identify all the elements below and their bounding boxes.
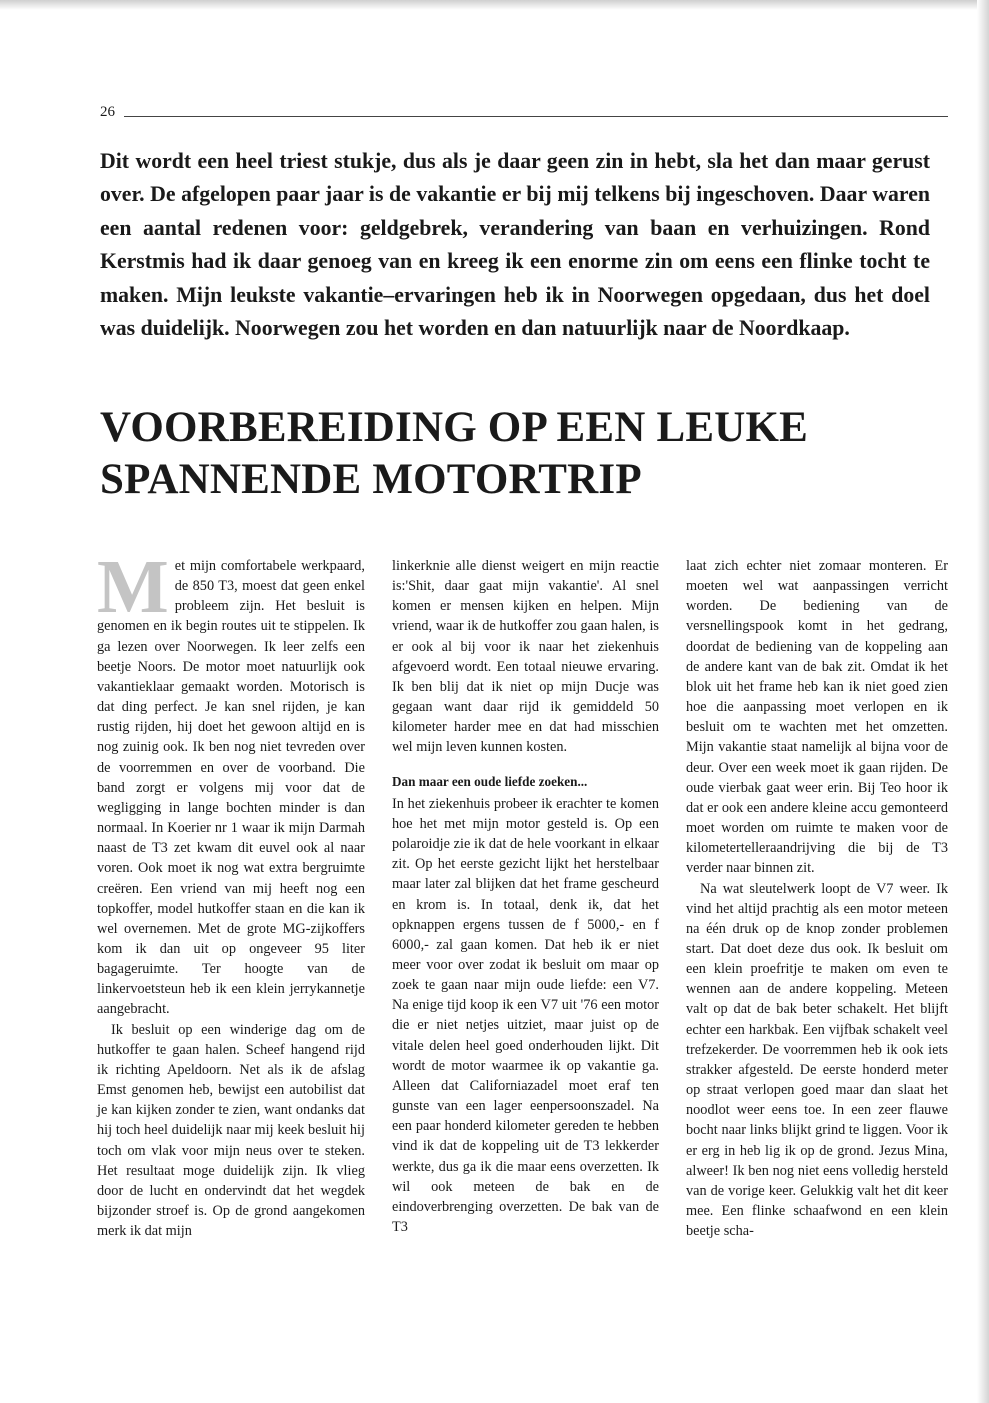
- article-column-2: [392, 556, 659, 1237]
- page-header: [100, 104, 948, 124]
- column-2-paragraph-1: linkerknie alle dienst weigert en mijn reactie is:'Shit, daar gaat mijn vakantie'. Al snel komen er mensen kijken en helpen. Mijn vriend, waar ik de hutkoffer zou gaan halen, is er ook al bij voor ik naar het ziekenhuis afgevoerd wordt. Een totaal nieuwe ervaring. Ik ben blij dat ik niet op mijn Ducje was gegaan want daar rijd ik gemiddeld 50 kilometer harder mee en dat had misschien wel mijn leven kunnen kosten.: [392, 558, 659, 756]
- column-1-paragraph-1: [97, 545, 365, 1020]
- scan-edge-right: [977, 0, 989, 1403]
- scan-edge-top: [0, 0, 989, 10]
- column-1-paragraph-1-text: et mijn comfortabele werkpaard, de 850 T3, moest dat geen enkel probleem zijn. Het besluit is genomen en ik begin routes uit te stippelen. Ik ga lezen over Noorwegen. Ik leer zelfs een beetje Noors. De motor moet natuurlijk ook vakantieklaar gemaakt worden. Motorisch is dat ding perfect. Je kan snel rijden, je kan rustig rijden, hij doet het gewoon altijd en is nog zuinig ook. Ik ben nog niet tevreden over de voorremmen en over de voorband. Die band zorgt er volgens mij voor dat de wegligging in lange bochten minder is dan normaal. In Koerier nr 1 waar ik mijn Darmah naast de T3 zet kwam dit euvel ook al naar voren. Ook moet ik nog wat extra bergruimte creëren. Een vriend van mij heeft nog een topkoffer, model hutkoffer staan en die kan ik wel overnemen. Met de grote MG-zijkoffers kom ik dan uit op ongeveer 95 liter bagageruimte. Ter hoogte van de linkervoetsteun heb ik een klein jerrykannetje aangebracht.: [97, 558, 365, 1018]
- headline-line-1: VOORBEREIDING OP EEN LEUKE: [100, 404, 809, 451]
- section-subheading: Dan maar een oude liefde zoeken...: [392, 773, 588, 789]
- column-1-paragraph-2: Ik besluit op een winderige dag om de hutkoffer te gaan halen. Scheef hangend rijd ik richting Apeldoorn. Net als ik de afslag Emst genomen heb, bewijst een autobilist dat je kan kijken zonder te zien, want ondanks dat hij toch heel duidelijk naar mij keek besluit hij toch om vlak voor mijn neus over te steken. Het resultaat moge duidelijk zijn. Ik vlieg door de lucht en ondervindt dat het wegdek bijzonder stroef is. Op de grond aangekomen merk ik dat mijn: [97, 1021, 365, 1240]
- drop-cap: M: [97, 545, 169, 629]
- intro-paragraph: Dit wordt een heel triest stukje, dus als je daar geen zin in hebt, sla het dan maar gerust over. De afgelopen paar jaar is de vakantie er bij mij telkens bij ingeschoven. Daar waren een aantal redenen voor: geldgebrek, verandering van baan en verhuizingen. Rond Kerstmis had ik daar genoeg van en kreeg ik een enorme zin om eens een flinke tocht te maken. Mijn leukste vakantie–ervaringen heb ik in Noorwegen opgedaan, dus het doel was duidelijk. Noorwegen zou het worden en dan natuurlijk naar de Noordkaap.: [100, 149, 930, 341]
- article-column-3: [686, 556, 948, 1241]
- header-rule: [124, 116, 948, 117]
- article-headline: [100, 402, 960, 506]
- page-number: 26: [100, 104, 115, 120]
- headline-line-2: SPANNENDE MOTORTRIP: [100, 456, 642, 503]
- column-3-paragraph-1: laat zich echter niet zomaar monteren. Er moeten wel wat aanpassingen verricht worden. De bediening van de versnellingspook komt in het gedrang, doordat de bediening van de koppeling aan de andere kant van de bak zit. Omdat ik het blok uit het frame heb kan ik niet goed zien hoe die aanpassing moet verlopen en ik besluit om te wachten met het omzetten. Mijn vakantie staat namelijk al bijna voor de deur. Over een week moet ik gaan rijden. De oude vierbak gaat weer erin. Bij Teo hoor ik dat er ook een andere kleine accu gemonteerd moet worden om ruimte te maken voor de kilometertelleraandrijving die bij de T3 verder naar binnen zit.: [686, 558, 948, 877]
- column-3-paragraph-2: Na wat sleutelwerk loopt de V7 weer. Ik vind het altijd prachtig als een motor meteen na één druk op de knop zonder problemen start. Dat doet deze dus ook. Ik besluit om een klein proefritje te maken om even te wennen aan de andere koppeling. Meteen valt op dat de bak beter schakelt. Het blijft echter een harkbak. Een vijfbak schakelt veel trefzekerder. De voorremmen heb ik ook iets strakker afgesteld. De eerste honderd meter op straat verlopen goed maar dan slaat het noodlot weer eens toe. In een zeer flauwe bocht naar links blijkt grind te liggen. Voor ik er erg in heb lig ik op de grond. Jezus Mina, alweer! Ik ben nog niet eens volledig hersteld van de vorige keer. Gelukkig valt het dit keer mee. Een flinke schaafwond en een klein beetje scha-: [686, 880, 948, 1240]
- article-column-1: [97, 545, 365, 1241]
- column-2-paragraph-2: In het ziekenhuis probeer ik erachter te komen hoe het met mijn motor gesteld is. Op een polaroidje zie ik dat de hele voorkant in elkaar zit. Op het eerste gezicht lijkt het herstelbaar maar later zal blijken dat het frame gescheurd en krom is. In totaal, denk ik, dat het opknappen ergens tussen de f 5000,- en f 6000,- zal gaan komen. Dat heb ik er niet meer voor over zodat ik besluit om maar op zoek te gaan naar mijn oude liefde: een V7. Na enige tijd koop ik een V7 uit '76 een motor die er niet netjes uitziet, maar juist op de vitale delen heel goed onderhouden lijkt. Dit wordt de motor waarmee ik op vakantie ga. Alleen dat Californiazadel moet eraf ten gunste van een lager eenpersoonszadel. Na een paar honderd kilometer gereden te hebben vind ik dat de koppeling uit de T3 lekkerder werkte, dus ga ik die maar eens overzetten. Ik wil ook meteen de bak en de eindoverbrenging overzetten. De bak van de T3: [392, 795, 659, 1235]
